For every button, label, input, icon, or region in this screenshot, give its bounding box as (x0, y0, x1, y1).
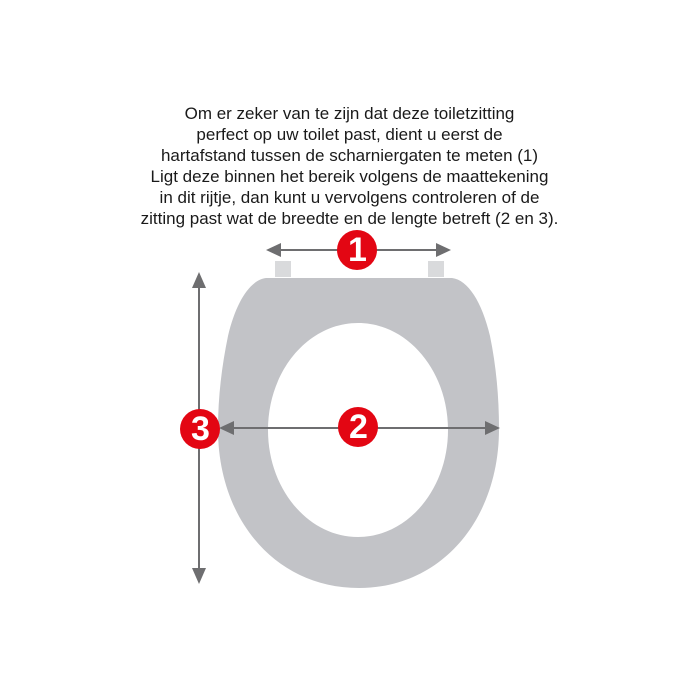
intro-line: Ligt deze binnen het bereik volgens de maattekening (150, 167, 549, 186)
intro-line: hartafstand tussen de scharniergaten te meten (1) (160, 146, 539, 165)
intro-line: in dit rijtje, dan kunt u vervolgens controleren of de (159, 188, 540, 207)
intro-line: Om er zeker van te zijn dat deze toiletzitting (184, 104, 515, 123)
arrow-right-head-icon (436, 243, 451, 257)
left-hinge-tab (275, 261, 291, 277)
arrow-up-head-icon (192, 272, 206, 288)
right-hinge-tab (428, 261, 444, 277)
measure-marker-1: 1 (337, 230, 377, 270)
measure-marker-2: 2 (338, 407, 378, 447)
arrow-left-head-icon (266, 243, 281, 257)
intro-line: perfect op uw toilet past, dient u eerst de (196, 125, 503, 144)
arrow-down-head-icon (192, 568, 206, 584)
measure-marker-3: 3 (180, 409, 220, 449)
intro-line: zitting past wat de breedte en de lengte betreft (2 en 3). (140, 209, 559, 228)
